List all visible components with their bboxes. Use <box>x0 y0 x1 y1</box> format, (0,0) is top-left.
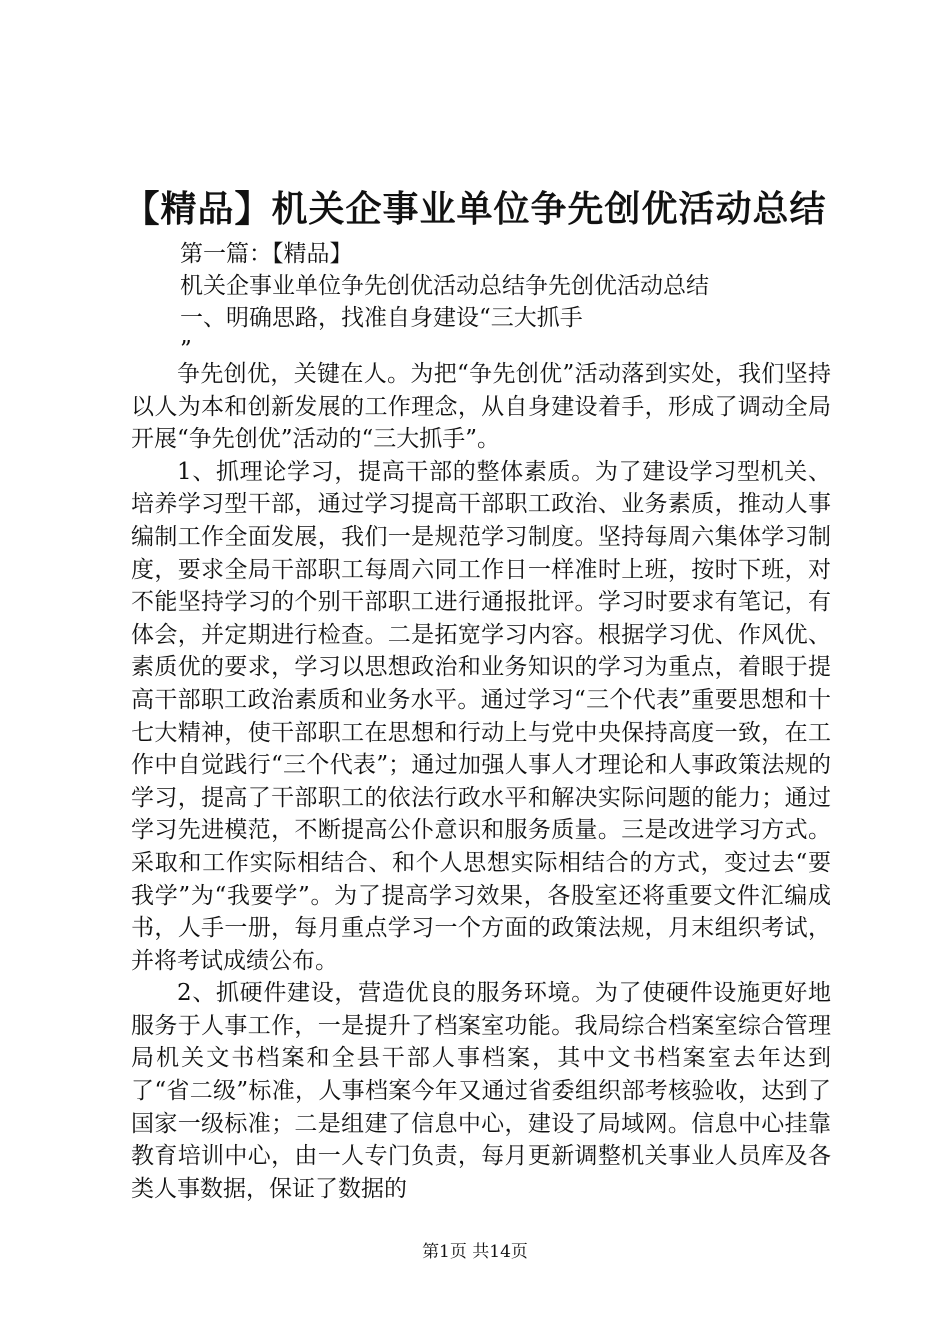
document-intro <box>180 238 820 366</box>
body-paragraph: 争先创优，关键在人。为把“争先创优”活动落到实处，我们坚持以人为本和创新发展的工作理念，从自身建设着手，形成了调动全局开展“争先创优”活动的“三大抓手”。 <box>131 361 831 453</box>
document-body <box>131 358 831 1205</box>
intro-line: ” <box>180 337 192 363</box>
page-footer: 第1页 共14页 <box>422 1242 528 1262</box>
intro-line: 机关企事业单位争先创优活动总结争先创优活动总结 <box>180 273 709 299</box>
body-paragraph: 2、抓硬件建设，营造优良的服务环境。为了使硬件设施更好地服务于人事工作，一是提升了档案室功能。我局综合档案室综合管理局机关文书档案和全县干部人事档案，其中文书档案室去年达到了“省二级”标准，人事档案今年又通过省委组织部考核验收，达到了国家一级标准；二是组建了信息中心，建设了局域网。信息中心挂靠教育培训中心，由一人专门负责，每月更新调整机关事业人员库及各类人事数据，保证了数据的 <box>131 980 831 1202</box>
intro-line: 第一篇：【精品】 <box>180 241 353 267</box>
body-paragraph: 1、抓理论学习，提高干部的整体素质。为了建设学习型机关、培养学习型干部，通过学习提高干部职工政治、业务素质，推动人事编制工作全面发展，我们一是规范学习制度。坚持每周六集体学习制度，要求全局干部职工每周六同工作日一样准时上班，按时下班，对不能坚持学习的个别干部职工进行通报批评。学习时要求有笔记，有体会，并定期进行检查。二是拓宽学习内容。根据学习优、作风优、素质优的要求，学习以思想政治和业务知识的学习为重点，着眼于提高干部职工政治素质和业务水平。通过学习“三个代表”重要思想和十七大精神，使干部职工在思想和行动上与党中央保持高度一致，在工作中自觉践行“三个代表”；通过加强人事人才理论和人事政策法规的学习，提高了干部职工的依法行政水平和解决实际问题的能力；通过学习先进模范，不断提高公仆意识和服务质量。三是改进学习方式。采取和工作实际相结合、和个人思想实际相结合的方式，变过去“要我学”为“我要学”。为了提高学习效果，各股室还将重要文件汇编成书，人手一册，每月重点学习一个方面的政策法规，月末组织考试，并将考试成绩公布。 <box>131 458 831 974</box>
document-title: 【精品】机关企事业单位争先创优活动总结 <box>123 189 827 230</box>
intro-line: 一、明确思路，找准自身建设“三大抓手 <box>180 305 583 331</box>
